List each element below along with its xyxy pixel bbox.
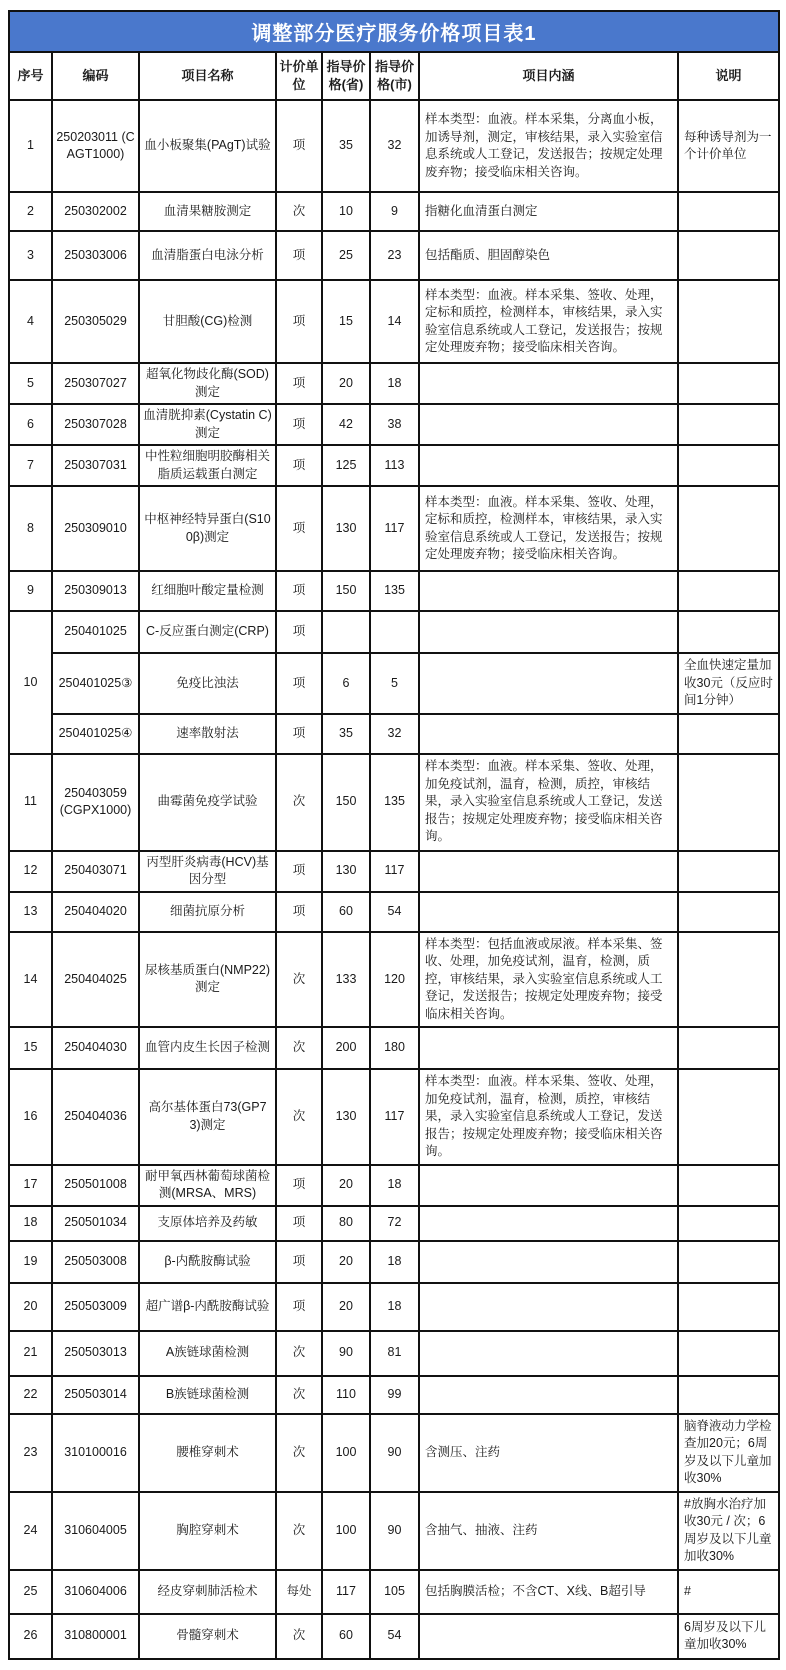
cell-code: 250501008: [52, 1165, 139, 1206]
table-row: [9, 1027, 779, 1069]
cell-content: 样本类型：血液。样本采集，分离血小板，加诱导剂，测定，审核结果，录入实验室信息系统或人工登记，发送报告；按规定处理废弃物；接受临床相关咨询。: [419, 100, 678, 192]
table-row: [9, 1492, 779, 1570]
cell-note: [678, 1331, 779, 1376]
cell-name: 血清胱抑素(Cystatin C)测定: [139, 404, 276, 445]
cell-name: 支原体培养及药敏: [139, 1206, 276, 1241]
cell-no: 4: [9, 280, 52, 363]
table-row: [9, 1376, 779, 1414]
col-header-price-city: 指导价格(市): [370, 52, 419, 100]
cell-note: [678, 892, 779, 932]
cell-no: 8: [9, 486, 52, 571]
cell-no: 6: [9, 404, 52, 445]
cell-price-province: 25: [322, 231, 370, 280]
cell-unit: 次: [276, 754, 322, 851]
cell-name: 细菌抗原分析: [139, 892, 276, 932]
table-row: [9, 363, 779, 404]
cell-price-city: 180: [370, 1027, 419, 1069]
table-row: [9, 932, 779, 1028]
cell-code: 310604005: [52, 1492, 139, 1570]
cell-price-city: 72: [370, 1206, 419, 1241]
cell-unit: 项: [276, 714, 322, 754]
cell-note: [678, 192, 779, 231]
table-row: [9, 1241, 779, 1283]
table-row: [9, 280, 779, 363]
table-row: [9, 231, 779, 280]
cell-unit: 项: [276, 231, 322, 280]
cell-price-province: 10: [322, 192, 370, 231]
cell-unit: 项: [276, 611, 322, 653]
cell-content: 含抽气、抽液、注药: [419, 1492, 678, 1570]
cell-price-city: 117: [370, 486, 419, 571]
cell-content: [419, 404, 678, 445]
table-row: [9, 192, 779, 231]
cell-unit: 次: [276, 1069, 322, 1165]
cell-price-province: 130: [322, 486, 370, 571]
cell-code: 250309013: [52, 571, 139, 611]
header-row: [9, 52, 779, 100]
cell-unit: 项: [276, 892, 322, 932]
cell-name: 胸腔穿刺术: [139, 1492, 276, 1570]
table-row: [9, 571, 779, 611]
cell-note: [678, 714, 779, 754]
cell-price-province: 110: [322, 1376, 370, 1414]
cell-name: 血小板聚集(PAgT)试验: [139, 100, 276, 192]
cell-content: 含测压、注药: [419, 1414, 678, 1492]
table-row: [9, 445, 779, 486]
cell-name: 超广谱β-内酰胺酶试验: [139, 1283, 276, 1331]
cell-content: [419, 851, 678, 892]
cell-price-province: 15: [322, 280, 370, 363]
cell-code: 250403071: [52, 851, 139, 892]
cell-content: [419, 653, 678, 714]
cell-name: β-内酰胺酶试验: [139, 1241, 276, 1283]
cell-price-province: 42: [322, 404, 370, 445]
table-row: [9, 653, 779, 714]
cell-note: [678, 571, 779, 611]
col-header-name: 项目名称: [139, 52, 276, 100]
cell-no: 23: [9, 1414, 52, 1492]
cell-content: 样本类型：包括血液或尿液。样本采集、签收、处理，加免疫试剂，温育，检测，质控，审核结果，录入实验室信息系统或人工登记，发送报告；按规定处理废弃物；接受临床相关咨询。: [419, 932, 678, 1028]
cell-code: 250501034: [52, 1206, 139, 1241]
cell-price-province: 200: [322, 1027, 370, 1069]
cell-name: 血清脂蛋白电泳分析: [139, 231, 276, 280]
cell-unit: 项: [276, 851, 322, 892]
table-row: [9, 1614, 779, 1659]
cell-code: 310100016: [52, 1414, 139, 1492]
cell-name: 腰椎穿刺术: [139, 1414, 276, 1492]
cell-note: [678, 404, 779, 445]
cell-no: 15: [9, 1027, 52, 1069]
cell-unit: 次: [276, 1492, 322, 1570]
cell-price-city: 117: [370, 1069, 419, 1165]
cell-price-city: 18: [370, 1283, 419, 1331]
cell-unit: 次: [276, 932, 322, 1028]
cell-price-province: 35: [322, 714, 370, 754]
cell-unit: 次: [276, 1376, 322, 1414]
cell-name: 高尔基体蛋白73(GP73)测定: [139, 1069, 276, 1165]
table-row: [9, 1414, 779, 1492]
cell-price-city: 113: [370, 445, 419, 486]
col-header-note: 说明: [678, 52, 779, 100]
cell-price-province: 20: [322, 1165, 370, 1206]
cell-content: [419, 714, 678, 754]
cell-unit: 项: [276, 280, 322, 363]
cell-code: 250404020: [52, 892, 139, 932]
cell-note: [678, 363, 779, 404]
cell-content: 样本类型：血液。样本采集、签收、处理，定标和质控，检测样本，审核结果，录入实验室信息系统或人工登记，发送报告；按规定处理废弃物；接受临床相关咨询。: [419, 486, 678, 571]
cell-no: 18: [9, 1206, 52, 1241]
cell-price-province: 130: [322, 851, 370, 892]
cell-code: 250401025③: [52, 653, 139, 714]
cell-note: [678, 1027, 779, 1069]
cell-unit: 次: [276, 1027, 322, 1069]
cell-price-province: 90: [322, 1331, 370, 1376]
cell-name: 速率散射法: [139, 714, 276, 754]
cell-price-province: 20: [322, 1241, 370, 1283]
cell-code: 250305029: [52, 280, 139, 363]
cell-name: B族链球菌检测: [139, 1376, 276, 1414]
cell-unit: 项: [276, 571, 322, 611]
cell-note: #放胸水治疗加收30元 / 次；6周岁及以下儿童加收30%: [678, 1492, 779, 1570]
cell-no: 13: [9, 892, 52, 932]
cell-no: 2: [9, 192, 52, 231]
cell-content: [419, 1027, 678, 1069]
cell-note: [678, 1376, 779, 1414]
cell-name: A族链球菌检测: [139, 1331, 276, 1376]
cell-code: 250404030: [52, 1027, 139, 1069]
cell-no: 20: [9, 1283, 52, 1331]
cell-code: 250401025④: [52, 714, 139, 754]
cell-code: 250404025: [52, 932, 139, 1028]
cell-content: 样本类型：血液。样本采集、签收、处理，定标和质控，检测样本，审核结果，录入实验室信息系统或人工登记，发送报告；按规定处理废弃物；接受临床相关咨询。: [419, 280, 678, 363]
cell-price-city: 99: [370, 1376, 419, 1414]
cell-name: 经皮穿刺肺活检术: [139, 1570, 276, 1614]
cell-content: [419, 1206, 678, 1241]
cell-unit: 次: [276, 1331, 322, 1376]
cell-price-province: 133: [322, 932, 370, 1028]
cell-unit: 项: [276, 363, 322, 404]
cell-name: 中枢神经特异蛋白(S100β)测定: [139, 486, 276, 571]
cell-unit: 项: [276, 404, 322, 445]
cell-price-province: 35: [322, 100, 370, 192]
cell-price-province: 117: [322, 1570, 370, 1614]
cell-price-province: 6: [322, 653, 370, 714]
cell-name: 丙型肝炎病毒(HCV)基因分型: [139, 851, 276, 892]
cell-price-city: [370, 611, 419, 653]
table-row: [9, 486, 779, 571]
cell-unit: 项: [276, 1165, 322, 1206]
cell-note: [678, 1165, 779, 1206]
cell-price-province: 130: [322, 1069, 370, 1165]
cell-price-city: 135: [370, 754, 419, 851]
cell-code: 310800001: [52, 1614, 139, 1659]
cell-price-city: 9: [370, 192, 419, 231]
cell-price-city: 117: [370, 851, 419, 892]
cell-name: 红细胞叶酸定量检测: [139, 571, 276, 611]
table-body: [9, 100, 779, 1659]
table-row: [9, 1283, 779, 1331]
cell-price-city: 38: [370, 404, 419, 445]
cell-unit: 项: [276, 653, 322, 714]
cell-price-province: 100: [322, 1492, 370, 1570]
cell-content: [419, 1165, 678, 1206]
cell-content: [419, 1283, 678, 1331]
cell-note: 6周岁及以下儿童加收30%: [678, 1614, 779, 1659]
cell-code: 310604006: [52, 1570, 139, 1614]
cell-unit: 项: [276, 445, 322, 486]
cell-note: [678, 754, 779, 851]
cell-price-province: 125: [322, 445, 370, 486]
cell-code: 250303006: [52, 231, 139, 280]
cell-note: 脑脊液动力学检查加20元；6周岁及以下儿童加收30%: [678, 1414, 779, 1492]
cell-content: 指糖化血清蛋白测定: [419, 192, 678, 231]
cell-price-city: 23: [370, 231, 419, 280]
cell-content: [419, 892, 678, 932]
col-header-price-province: 指导价格(省): [322, 52, 370, 100]
cell-price-city: 90: [370, 1414, 419, 1492]
cell-content: [419, 611, 678, 653]
cell-price-city: 90: [370, 1492, 419, 1570]
cell-no: 26: [9, 1614, 52, 1659]
cell-no: 3: [9, 231, 52, 280]
cell-content: [419, 1331, 678, 1376]
cell-price-city: 18: [370, 1241, 419, 1283]
cell-no: 9: [9, 571, 52, 611]
cell-code: 250503014: [52, 1376, 139, 1414]
cell-price-province: 60: [322, 1614, 370, 1659]
cell-name: 尿核基质蛋白(NMP22)测定: [139, 932, 276, 1028]
cell-price-city: 32: [370, 714, 419, 754]
cell-code: 250503013: [52, 1331, 139, 1376]
cell-content: 包括胸膜活检；不含CT、X线、B超引导: [419, 1570, 678, 1614]
cell-name: 超氧化物歧化酶(SOD)测定: [139, 363, 276, 404]
cell-no: 16: [9, 1069, 52, 1165]
cell-no: 25: [9, 1570, 52, 1614]
cell-note: [678, 1283, 779, 1331]
cell-price-city: 18: [370, 1165, 419, 1206]
cell-name: 免疫比浊法: [139, 653, 276, 714]
cell-note: [678, 611, 779, 653]
cell-note: [678, 1206, 779, 1241]
cell-price-city: 120: [370, 932, 419, 1028]
cell-content: [419, 445, 678, 486]
cell-note: [678, 1241, 779, 1283]
cell-unit: 项: [276, 1206, 322, 1241]
cell-unit: 次: [276, 1614, 322, 1659]
cell-price-city: 81: [370, 1331, 419, 1376]
cell-code: 250307028: [52, 404, 139, 445]
cell-code: 250302002: [52, 192, 139, 231]
cell-code: 250503008: [52, 1241, 139, 1283]
cell-code: 250403059 (CGPX1000): [52, 754, 139, 851]
col-header-content: 项目内涵: [419, 52, 678, 100]
table-row: [9, 1206, 779, 1241]
cell-code: 250404036: [52, 1069, 139, 1165]
cell-unit: 项: [276, 100, 322, 192]
cell-note: [678, 445, 779, 486]
table-row: [9, 892, 779, 932]
cell-name: 血管内皮生长因子检测: [139, 1027, 276, 1069]
table-row: [9, 100, 779, 192]
table-row: [9, 754, 779, 851]
cell-price-city: 14: [370, 280, 419, 363]
table-row: [9, 611, 779, 653]
cell-note: [678, 851, 779, 892]
table-row: [9, 1331, 779, 1376]
cell-name: 骨髓穿刺术: [139, 1614, 276, 1659]
cell-price-province: 60: [322, 892, 370, 932]
cell-no: 14: [9, 932, 52, 1028]
cell-name: 耐甲氧西林葡萄球菌检测(MRSA、MRS): [139, 1165, 276, 1206]
cell-price-province: 150: [322, 754, 370, 851]
table-row: [9, 1570, 779, 1614]
cell-no: 7: [9, 445, 52, 486]
cell-no: 10: [9, 611, 52, 754]
cell-no: 5: [9, 363, 52, 404]
cell-content: [419, 363, 678, 404]
table-row: [9, 1069, 779, 1165]
cell-note: [678, 280, 779, 363]
cell-no: 21: [9, 1331, 52, 1376]
cell-unit: 项: [276, 486, 322, 571]
cell-price-city: 135: [370, 571, 419, 611]
cell-code: 250401025: [52, 611, 139, 653]
cell-note: [678, 1069, 779, 1165]
cell-content: [419, 1614, 678, 1659]
page-title: 调整部分医疗服务价格项目表1: [9, 11, 779, 52]
col-header-no: 序号: [9, 52, 52, 100]
cell-note: [678, 231, 779, 280]
price-table: [8, 10, 780, 1660]
cell-no: 22: [9, 1376, 52, 1414]
cell-price-city: 54: [370, 1614, 419, 1659]
cell-code: 250203011 (CAGT1000): [52, 100, 139, 192]
cell-code: 250307027: [52, 363, 139, 404]
table-row: [9, 404, 779, 445]
cell-price-province: 100: [322, 1414, 370, 1492]
cell-price-city: 5: [370, 653, 419, 714]
cell-code: 250309010: [52, 486, 139, 571]
cell-name: 血清果糖胺测定: [139, 192, 276, 231]
cell-content: 样本类型：血液。样本采集、签收、处理，加免疫试剂，温育，检测，质控，审核结果，录入实验室信息系统或人工登记，发送报告；按规定处理废弃物；接受临床相关咨询。: [419, 754, 678, 851]
cell-note: [678, 486, 779, 571]
title-row: [9, 11, 779, 52]
cell-name: 曲霉菌免疫学试验: [139, 754, 276, 851]
cell-unit: 次: [276, 1414, 322, 1492]
cell-price-city: 18: [370, 363, 419, 404]
cell-price-province: [322, 611, 370, 653]
table-row: [9, 714, 779, 754]
cell-name: 中性粒细胞明胶酶相关脂质运载蛋白测定: [139, 445, 276, 486]
cell-unit: 每处: [276, 1570, 322, 1614]
cell-code: 250307031: [52, 445, 139, 486]
cell-no: 12: [9, 851, 52, 892]
cell-no: 24: [9, 1492, 52, 1570]
cell-price-province: 20: [322, 363, 370, 404]
cell-price-province: 150: [322, 571, 370, 611]
cell-no: 1: [9, 100, 52, 192]
cell-code: 250503009: [52, 1283, 139, 1331]
cell-no: 19: [9, 1241, 52, 1283]
cell-price-province: 20: [322, 1283, 370, 1331]
cell-price-province: 80: [322, 1206, 370, 1241]
cell-content: 样本类型：血液。样本采集、签收、处理，加免疫试剂，温育，检测，质控，审核结果，录入实验室信息系统或人工登记，发送报告；按规定处理废弃物；接受临床相关咨询。: [419, 1069, 678, 1165]
cell-content: [419, 1241, 678, 1283]
cell-unit: 项: [276, 1283, 322, 1331]
cell-note: [678, 932, 779, 1028]
cell-price-city: 105: [370, 1570, 419, 1614]
col-header-unit: 计价单位: [276, 52, 322, 100]
cell-note: 全血快速定量加收30元（反应时间1分钟）: [678, 653, 779, 714]
cell-unit: 次: [276, 192, 322, 231]
table-row: [9, 1165, 779, 1206]
cell-price-city: 32: [370, 100, 419, 192]
cell-no: 17: [9, 1165, 52, 1206]
cell-content: [419, 1376, 678, 1414]
cell-content: [419, 571, 678, 611]
cell-name: C-反应蛋白测定(CRP): [139, 611, 276, 653]
cell-no: 11: [9, 754, 52, 851]
table-row: [9, 851, 779, 892]
cell-price-city: 54: [370, 892, 419, 932]
cell-unit: 项: [276, 1241, 322, 1283]
cell-name: 甘胆酸(CG)检测: [139, 280, 276, 363]
cell-note: #: [678, 1570, 779, 1614]
col-header-code: 编码: [52, 52, 139, 100]
cell-content: 包括酯质、胆固醇染色: [419, 231, 678, 280]
cell-note: 每种诱导剂为一个计价单位: [678, 100, 779, 192]
